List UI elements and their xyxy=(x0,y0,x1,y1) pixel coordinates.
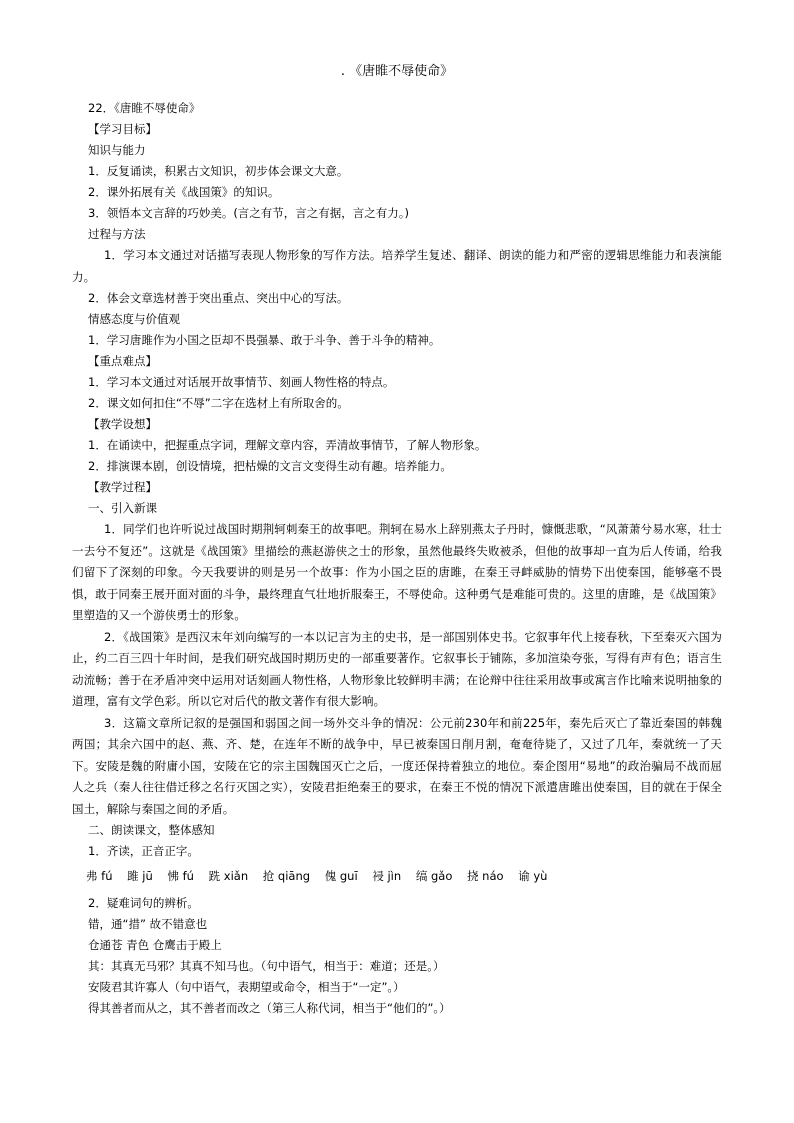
body-paragraph: 2．《战国策》是西汉末年刘向编写的一本以记言为主的史书，是一部国别体史书。它叙事年代上接春秋，下至秦灭六国为止，约二百三四十年时间，是我们研究战国时期历史的一部重要著作。它叙事长于铺陈，多加渲染夸张，写得有声有色；语言生动流畅；善于在矛盾冲突中运用对话刻画人物性格，人物形象比较鲜明丰满；在论辩中往往采用故事或寓言作比喻来说明抽象的道理，富有文学色彩。所以它对后代的散文著作有很大影响。 xyxy=(72,629,722,708)
note-item: 仓通苍 青色 仓鹰击于殿上 xyxy=(88,938,222,952)
note-item: 安陵君其许寡人（句中语气，表期望或命令，相当于“一定”。） xyxy=(88,980,405,994)
note-item: 错，通“措” 故不错意也 xyxy=(88,917,208,931)
pinyin-item: 谕 yù xyxy=(518,869,548,883)
part-heading: 二、朗读课文，整体感知 xyxy=(88,823,215,837)
pinyin-item: 缟 gǎo xyxy=(415,869,453,883)
keypoint-item: 1．学习本文通过对话展开故事情节、刻画人物性格的特点。 xyxy=(88,375,395,389)
lesson-heading: 22．《唐睢不辱使命》 xyxy=(88,101,201,115)
pinyin-item: 抢 qiāng xyxy=(262,869,311,883)
section-label-process: 【教学过程】 xyxy=(88,480,157,494)
design-item: 2．排演课本剧，创设情境，把枯燥的文言文变得生动有趣。培养能力。 xyxy=(88,459,452,473)
part-heading: 一、引入新课 xyxy=(88,501,157,515)
step-label: 2．疑难词句的辨析。 xyxy=(88,896,199,910)
goal-item: 1．反复诵读，积累古文知识，初步体会课文大意。 xyxy=(88,164,349,178)
body-paragraph: 1．同学们也许听说过战国时期荆轲刺秦王的故事吧。荆轲在易水上辞别燕太子丹时，慷慨悲歌，“风萧萧兮易水寒，壮士一去兮不复还”。这就是《战国策》里描绘的燕赵游侠之士的形象，虽然他最终失败被杀，但他的故事却一直为后人传诵，给我们留下了深刻的印象。今天我要讲的则是另一个故事：作为小国之臣的唐雎，在秦王寻衅威胁的情势下出使秦国，能够毫不畏惧，敢于同秦王展开面对面的斗争，最终理直气壮地折服秦王，不辱使命。这种勇气是难能可贵的。这里的唐雎，是《战国策》里塑造的又一个游侠勇士的形象。 xyxy=(72,522,722,622)
goal-item: 1．学习本文通过对话描写表现人物形象的写作方法。培养学生复述、翻译、朗读的能力和严密的逻辑思维能力和表演能力。 xyxy=(72,248,722,284)
goal-item: 3．领悟本文言辞的巧妙美。(言之有节，言之有据，言之有力。) xyxy=(88,206,410,220)
design-item: 1．在诵读中，把握重点字词，理解文章内容，弄清故事情节，了解人物形象。 xyxy=(88,438,487,452)
section-label-keypoints: 【重点难点】 xyxy=(88,354,157,368)
keypoint-item: 2．课文如何扣住“不辱”二字在选材上有所取舍的。 xyxy=(88,396,349,410)
document-page xyxy=(72,60,722,1019)
page-title: . 《唐睢不辱使命》 xyxy=(340,64,454,79)
subsection-process: 过程与方法 xyxy=(88,227,146,241)
section-label-design: 【教学设想】 xyxy=(88,417,157,431)
note-item: 得其善者而从之，其不善者而改之（第三人称代词，相当于“他们的”。） xyxy=(88,1001,451,1015)
body-paragraph: 3．这篇文章所记叙的是强国和弱国之间一场外交斗争的情况：公元前230年和前225年，秦先后灭亡了靠近秦国的韩魏两国；其余六国中的赵、燕、齐、楚，在连年不断的战争中，早已被秦国日削月割，奄奄待毙了，又过了几年，秦就统一了天下。安陵是魏的附庸小国，安陵在它的宗主国魏国灭亡之后，一度还保持着独立的地位。秦企图用“易地”的政治骗局不战而屈人之兵（秦人往往借迁移之名行灭国之实），安陵君拒绝秦王的要求，在秦王不悦的情况下派遣唐雎出使秦国，目的就在于保全国土，解除与秦国之间的矛盾。 xyxy=(72,715,722,816)
pinyin-item: 祲 jìn xyxy=(372,869,402,883)
pinyin-item: 傀 guī xyxy=(324,869,358,883)
goal-item: 2．体会文章选材善于突出重点、突出中心的写法。 xyxy=(88,291,349,305)
pinyin-item: 跣 xiǎn xyxy=(208,869,249,883)
goal-item: 2．课外拓展有关《战国策》的知识。 xyxy=(88,185,280,199)
subsection-knowledge: 知识与能力 xyxy=(88,143,146,157)
pinyin-row xyxy=(86,866,722,887)
pinyin-item: 挠 náo xyxy=(467,869,504,883)
section-label-goals: 【学习目标】 xyxy=(88,122,157,136)
goal-item: 1．学习唐雎作为小国之臣却不畏强暴、敢于斗争、善于斗争的精神。 xyxy=(88,333,441,347)
pinyin-item: 弗 fú xyxy=(86,869,113,883)
pinyin-item: 怫 fú xyxy=(167,869,194,883)
note-item: 其：其真无马邪？其真不知马也。（句中语气，相当于：难道；还是。） xyxy=(88,959,445,973)
step-label: 1．齐读，正音正字。 xyxy=(88,844,199,858)
subsection-emotion: 情感态度与价值观 xyxy=(88,312,180,326)
pinyin-item: 雎 jū xyxy=(127,869,153,883)
